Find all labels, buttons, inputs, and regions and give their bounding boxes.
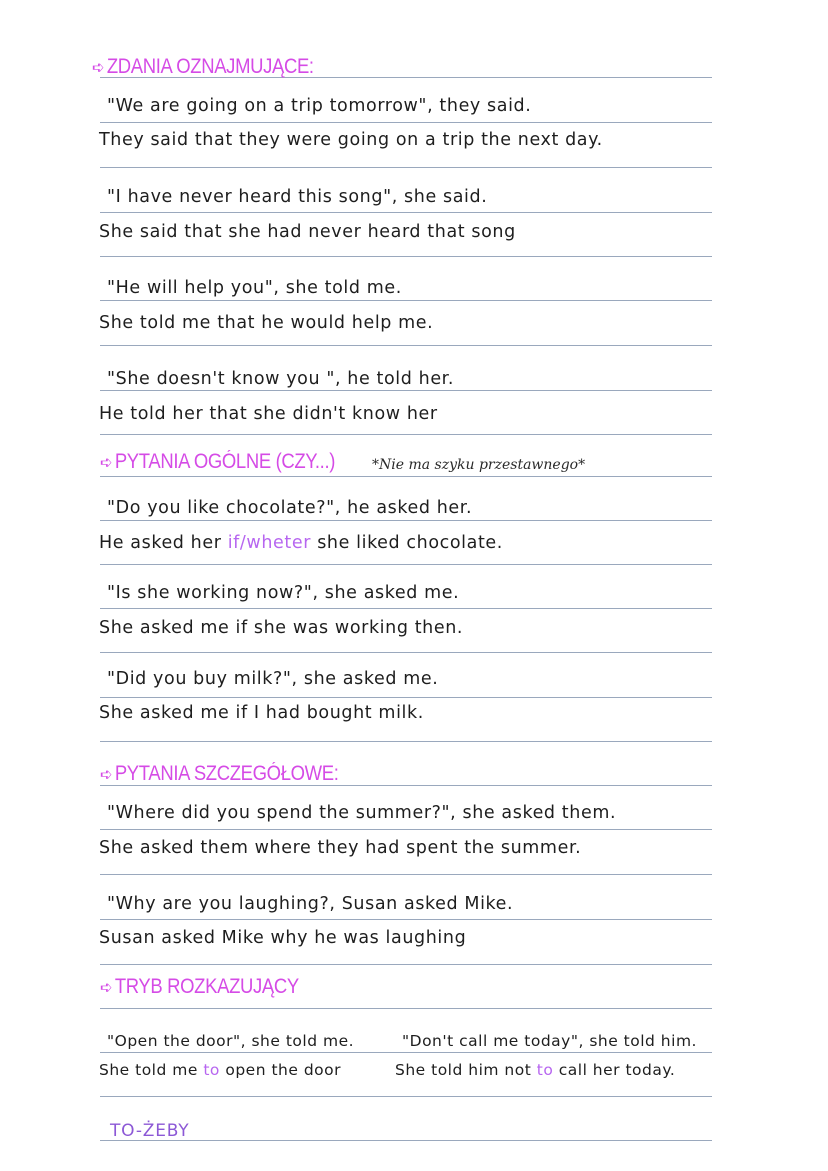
ruled-line: [100, 564, 712, 565]
reported-sentence: She asked me if she was working then.: [99, 618, 464, 638]
ruled-line: [100, 167, 712, 168]
quote-sentence: "Don't call me today", she told him.: [402, 1032, 697, 1050]
highlight-word: to: [536, 1061, 554, 1079]
section-heading-tozeby: TO-ŻEBY: [110, 1121, 190, 1141]
reported-sentence: Susan asked Mike why he was laughing: [99, 928, 467, 948]
reported-text: call her today.: [558, 1061, 676, 1079]
ruled-line: [100, 741, 712, 742]
ruled-line: [100, 919, 712, 920]
ruled-line: [100, 1008, 712, 1009]
quote-sentence: "She doesn't know you ", he told her.: [107, 369, 455, 389]
ruled-line: [100, 608, 712, 609]
right-arrow-icon: ➪: [100, 765, 113, 784]
quote-sentence: "Where did you spend the summer?", she asked them.: [107, 803, 617, 823]
heading-text: TRYB ROZKAZUJĄCY: [114, 975, 299, 998]
quote-sentence: "I have never heard this song", she said.: [107, 187, 488, 207]
ruled-line: [100, 697, 712, 698]
ruled-line: [100, 212, 712, 213]
right-arrow-icon: ➪: [100, 453, 113, 472]
highlight-word: to: [203, 1061, 220, 1079]
reported-text: She told me: [99, 1061, 198, 1079]
ruled-line: [100, 829, 712, 830]
ruled-line: [100, 964, 712, 965]
reported-sentence: She told me that he would help me.: [99, 313, 434, 333]
ruled-line: [100, 300, 712, 301]
reported-sentence: [99, 533, 503, 553]
ruled-line: [100, 390, 712, 391]
ruled-line: [100, 1052, 712, 1053]
heading-text: ZDANIA OZNAJMUJĄCE:: [106, 55, 314, 78]
reported-text: He asked her: [99, 533, 222, 553]
section-heading-general-questions: [100, 449, 335, 476]
quote-sentence: "Do you like chocolate?", he asked her.: [107, 498, 473, 518]
reported-text: she liked chocolate.: [317, 533, 503, 553]
right-arrow-icon: ➪: [92, 58, 105, 77]
ruled-line: [100, 122, 712, 123]
quote-sentence: "He will help you", she told me.: [107, 278, 402, 298]
reported-text: open the door: [225, 1061, 341, 1079]
reported-sentence: She asked me if I had bought milk.: [99, 703, 424, 723]
reported-sentence: He told her that she didn't know her: [99, 404, 438, 424]
reported-sentence: She said that she had never heard that song: [99, 222, 516, 242]
section-heading-declarative: [92, 54, 314, 81]
section-note: *Nie ma szyku przestawnego*: [372, 457, 586, 473]
reported-sentence: [395, 1060, 675, 1080]
reported-text: She told him not: [395, 1061, 532, 1079]
ruled-line: [100, 652, 712, 653]
heading-text: PYTANIA OGÓLNE (CZY...): [114, 450, 336, 473]
reported-sentence: They said that they were going on a trip the next day.: [99, 130, 603, 150]
quote-sentence: "Open the door", she told me.: [107, 1032, 355, 1050]
quote-sentence: "Is she working now?", she asked me.: [107, 583, 460, 603]
ruled-line: [100, 874, 712, 875]
ruled-line: [100, 1140, 712, 1141]
ruled-line: [100, 520, 712, 521]
section-heading-imperative: [100, 974, 299, 1001]
ruled-line: [100, 345, 712, 346]
ruled-line: [100, 476, 712, 477]
right-arrow-icon: ➪: [100, 978, 113, 997]
quote-sentence: "Why are you laughing?, Susan asked Mike.: [107, 894, 514, 914]
reported-sentence: She asked them where they had spent the summer.: [99, 838, 582, 858]
highlight-word: if/wheter: [227, 533, 312, 553]
section-heading-wh-questions: [100, 761, 338, 788]
ruled-line: [100, 434, 712, 435]
reported-sentence: [99, 1060, 341, 1080]
ruled-line: [100, 1096, 712, 1097]
quote-sentence: "We are going on a trip tomorrow", they said.: [107, 96, 532, 116]
quote-sentence: "Did you buy milk?", she asked me.: [107, 669, 439, 689]
heading-text: PYTANIA SZCZEGÓŁOWE:: [114, 762, 339, 785]
ruled-line: [100, 256, 712, 257]
